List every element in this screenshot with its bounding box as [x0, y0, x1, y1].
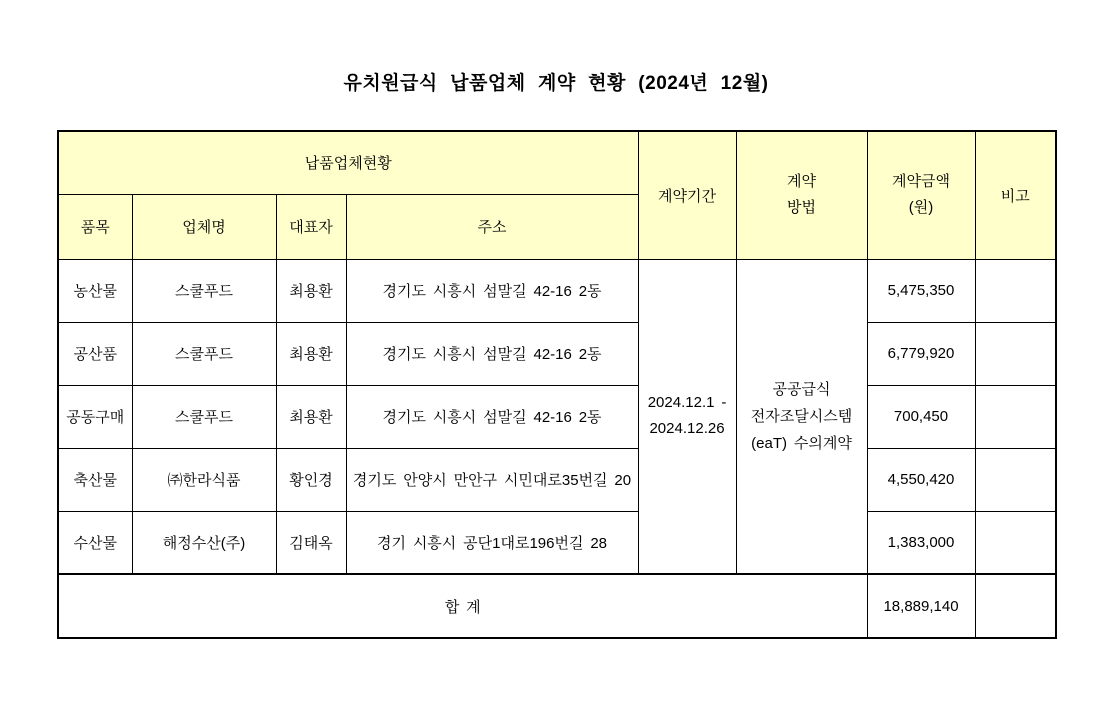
header-contract-method	[736, 131, 867, 259]
total-label: 합 계	[58, 574, 867, 638]
cell-address: 경기도 안양시 만안구 시민대로35번길 20	[346, 448, 638, 511]
contract-method-line2: 전자조달시스템	[750, 407, 853, 425]
cell-item: 축산물	[58, 448, 132, 511]
cell-contract-method	[736, 259, 867, 574]
header-contract-method-line2: 방법	[787, 199, 816, 217]
total-amount: 18,889,140	[867, 574, 975, 638]
cell-contract-period	[638, 259, 736, 574]
contract-period-line1: 2024.12.1 -	[647, 394, 727, 412]
contract-period-line2: 2024.12.26	[649, 420, 725, 438]
total-note	[975, 574, 1056, 638]
total-row	[58, 574, 1056, 638]
cell-company: 스쿨푸드	[132, 385, 276, 448]
table-row	[58, 322, 1056, 385]
contract-table	[57, 130, 1057, 639]
header-ceo: 대표자	[276, 194, 346, 259]
cell-company: ㈜한라식품	[132, 448, 276, 511]
header-contract-amount-line1: 계약금액	[892, 173, 950, 191]
header-contract-method-line1: 계약	[787, 173, 816, 191]
cell-amount: 4,550,420	[867, 448, 975, 511]
header-item: 품목	[58, 194, 132, 259]
header-supplier-group: 납품업체현황	[58, 131, 638, 194]
cell-item: 농산물	[58, 259, 132, 322]
cell-company: 해정수산(주)	[132, 511, 276, 574]
cell-note	[975, 448, 1056, 511]
cell-company: 스쿨푸드	[132, 259, 276, 322]
cell-amount: 5,475,350	[867, 259, 975, 322]
cell-address: 경기 시흥시 공단1대로196번길 28	[346, 511, 638, 574]
table-row	[58, 385, 1056, 448]
cell-ceo: 황인경	[276, 448, 346, 511]
header-address: 주소	[346, 194, 638, 259]
cell-address: 경기도 시흥시 섬말길 42-16 2동	[346, 385, 638, 448]
cell-ceo: 김태옥	[276, 511, 346, 574]
page-title: 유치원급식 납품업체 계약 현황 (2024년 12월)	[343, 73, 769, 94]
cell-item: 수산물	[58, 511, 132, 574]
cell-note	[975, 385, 1056, 448]
header-company: 업체명	[132, 194, 276, 259]
cell-amount: 6,779,920	[867, 322, 975, 385]
cell-item: 공산품	[58, 322, 132, 385]
header-contract-amount	[867, 131, 975, 259]
cell-company: 스쿨푸드	[132, 322, 276, 385]
cell-address: 경기도 시흥시 섬말길 42-16 2동	[346, 259, 638, 322]
cell-note	[975, 322, 1056, 385]
cell-amount: 700,450	[867, 385, 975, 448]
table-row	[58, 259, 1056, 322]
cell-note	[975, 511, 1056, 574]
header-row-1	[58, 131, 1056, 194]
header-contract-period: 계약기간	[638, 131, 736, 259]
header-note: 비고	[975, 131, 1056, 259]
table-row	[58, 511, 1056, 574]
cell-ceo: 최용환	[276, 259, 346, 322]
cell-ceo: 최용환	[276, 385, 346, 448]
table-row	[58, 448, 1056, 511]
contract-method-line3: (eaT) 수의계약	[751, 434, 852, 452]
cell-ceo: 최용환	[276, 322, 346, 385]
contract-method-line1: 공공급식	[772, 380, 831, 398]
cell-note	[975, 259, 1056, 322]
cell-address: 경기도 시흥시 섬말길 42-16 2동	[346, 322, 638, 385]
cell-item: 공동구매	[58, 385, 132, 448]
cell-amount: 1,383,000	[867, 511, 975, 574]
header-contract-amount-line2: (원)	[908, 199, 934, 217]
